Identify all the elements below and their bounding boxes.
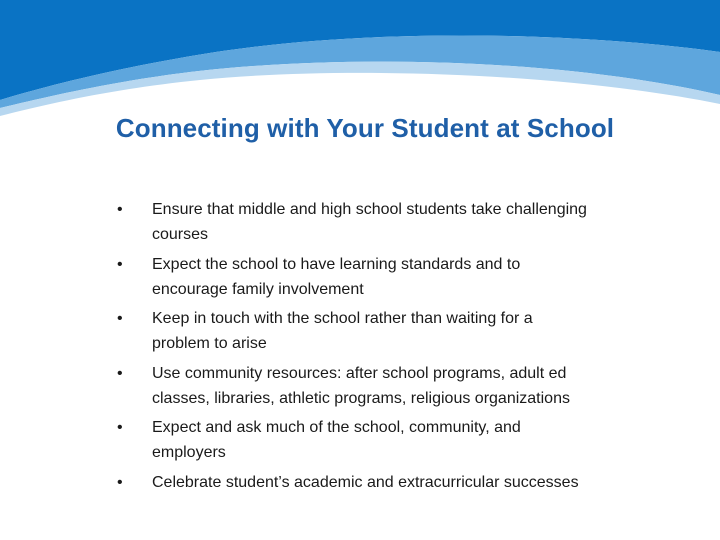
bullet-line: employers: [152, 444, 226, 461]
slide-title: Connecting with Your Student at School: [115, 113, 615, 143]
bullet-line: encourage family involvement: [152, 281, 364, 298]
bullet-text: [152, 361, 652, 411]
header-wave-decoration: [0, 0, 720, 120]
bullet-dot: •: [117, 310, 123, 327]
bullet-dot: •: [117, 256, 123, 273]
bullet-line: courses: [152, 226, 209, 243]
bullet-dot: •: [117, 419, 123, 436]
bullet-line: Celebrate student’s academic and extracurricular successes: [152, 474, 579, 491]
bullet-line: Expect the school to have learning standards and to: [152, 256, 521, 273]
bullet-line: classes, libraries, athletic programs, religious organizations: [152, 390, 570, 407]
bullet-line: Ensure that middle and high school students take challenging: [152, 201, 587, 218]
bullet-text: [152, 415, 652, 465]
bullet-text: [152, 197, 652, 247]
bullet-text: [152, 306, 652, 356]
bullet-line: Use community resources: after school programs, adult ed: [152, 365, 567, 382]
bullet-dot: •: [117, 474, 123, 491]
bullet-text: [152, 252, 652, 302]
bullet-line: Expect and ask much of the school, community, and: [152, 419, 521, 436]
bullet-dot: •: [117, 365, 123, 382]
bullet-dot: •: [117, 201, 123, 218]
bullet-text: [152, 470, 652, 495]
bullet-line: Keep in touch with the school rather than waiting for a: [152, 310, 533, 327]
bullet-line: problem to arise: [152, 335, 267, 352]
